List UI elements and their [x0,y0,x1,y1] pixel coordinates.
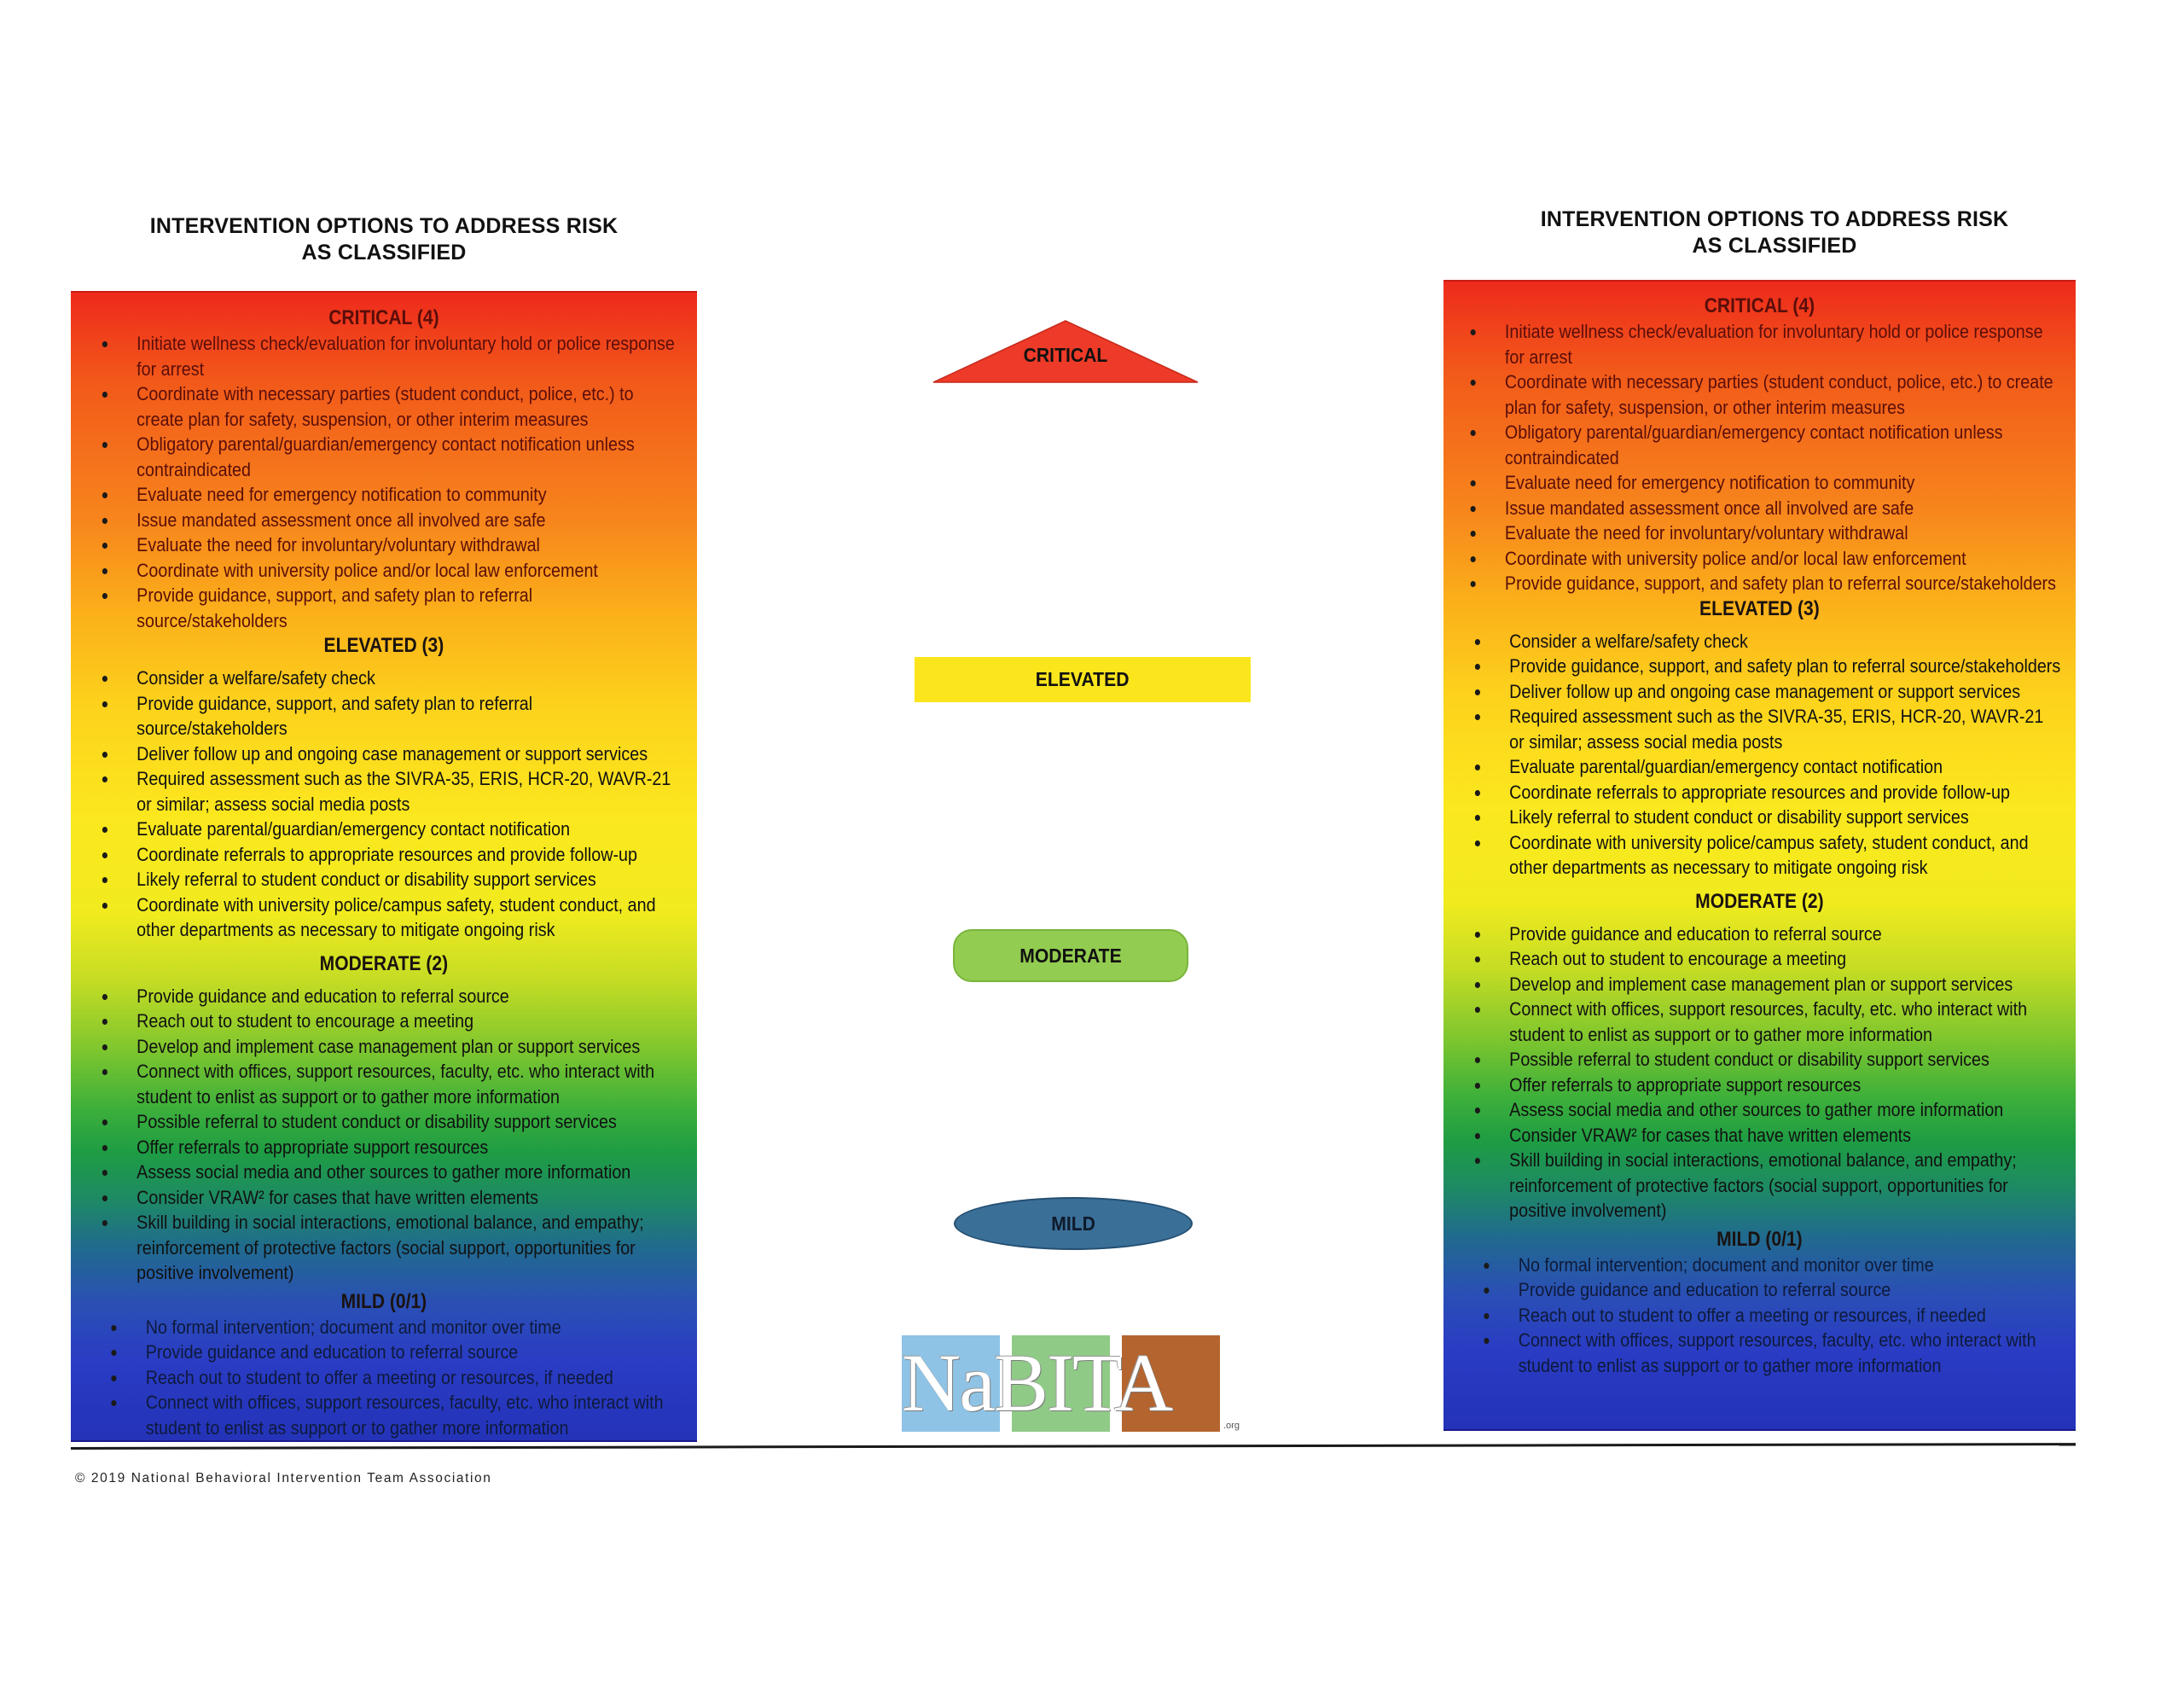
title-line-1: INTERVENTION OPTIONS TO ADDRESS RISK [1540,207,2009,231]
mild-heading: MILD (0/1) [340,1289,427,1313]
left-title [128,213,640,266]
panel-content [1443,282,2076,1378]
list-item: Provide guidance, support, and safety plan to referral source/stakeholders [1443,571,2076,596]
list-item: Initiate wellness check/evaluation for involuntary hold or police response for arrest [1443,319,2076,369]
list-item: Coordinate referrals to appropriate resources and provide follow-up [1443,780,2076,805]
horizontal-rule [71,1443,2076,1450]
title-line-2: AS CLASSIFIED [1692,234,1857,258]
logo-wordmark: NaBITA [902,1337,1172,1428]
list-item: Coordinate with necessary parties (student conduct, police, etc.) to create plan for safety, suspension, or other interim measures [71,381,697,432]
left-intervention-panel [71,291,697,1442]
list-item: Evaluate need for emergency notification to community [1443,470,2076,496]
list-item: Assess social media and other sources to gather more information [71,1160,697,1185]
list-item: Develop and implement case management plan or support services [1443,972,2076,997]
title-line-1: INTERVENTION OPTIONS TO ADDRESS RISK [149,214,619,238]
critical-list [1443,319,2076,596]
list-item: Reach out to student to encourage a meeting [71,1009,697,1034]
list-item: Provide guidance, support, and safety plan to referral source/stakeholders [71,583,697,633]
moderate-list [71,984,697,1286]
list-item: Connect with offices, support resources, faculty, etc. who interact with student to enlist as support or to gather more information [80,1390,697,1440]
mild-list [1443,1253,2076,1379]
list-item: Connect with offices, support resources, faculty, etc. who interact with student to enlist as support or to gather more information [71,1059,697,1109]
list-item: Develop and implement case management plan or support services [71,1034,697,1060]
list-item: Provide guidance and education to referral source [80,1340,697,1365]
list-item: Initiate wellness check/evaluation for involuntary hold or police response for arrest [71,331,697,381]
elevated-list [71,666,697,943]
list-item: Issue mandated assessment once all involved are safe [1443,496,2076,521]
list-item: Provide guidance and education to referral source [1453,1277,2076,1303]
mild-heading: MILD (0/1) [1716,1227,1803,1251]
critical-list [71,331,697,633]
elevated-bar [915,657,1251,702]
mild-legend-label: MILD [1051,1212,1095,1235]
list-item: No formal intervention; document and monitor over time [1453,1253,2076,1278]
list-item: Connect with offices, support resources, faculty, etc. who interact with student to enlist as support or to gather more information [1443,997,2076,1047]
list-item: Required assessment such as the SIVRA-35, ERIS, HCR-20, WAVR-21 or similar; assess social media posts [1443,704,2076,754]
logo-org-suffix: .org [1223,1421,1240,1431]
list-item: Coordinate with university police and/or local law enforcement [1443,546,2076,572]
list-item: Evaluate the need for involuntary/voluntary withdrawal [1443,520,2076,546]
right-title [1519,206,2030,259]
critical-triangle [932,320,1199,383]
list-item: Assess social media and other sources to gather more information [1443,1097,2076,1123]
list-item: Likely referral to student conduct or disability support services [1443,805,2076,830]
list-item: Coordinate with necessary parties (student conduct, police, etc.) to create plan for safety, suspension, or other interim measures [1443,369,2076,420]
mild-list [71,1315,697,1441]
elevated-list [1443,629,2076,881]
list-item: Offer referrals to appropriate support resources [71,1135,697,1160]
list-item: Reach out to student to offer a meeting or resources, if needed [80,1365,697,1391]
list-item: Reach out to student to offer a meeting or resources, if needed [1453,1303,2076,1328]
moderate-heading: MODERATE (2) [319,951,449,975]
list-item: Required assessment such as the SIVRA-35, ERIS, HCR-20, WAVR-21 or similar; assess social media posts [71,766,697,817]
list-item: Obligatory parental/guardian/emergency contact notification unless contraindicated [71,432,697,482]
list-item: Possible referral to student conduct or disability support services [71,1109,697,1135]
moderate-pill [953,929,1188,982]
copyright-footer: © 2019 National Behavioral Intervention Team Association [75,1471,492,1485]
list-item: Skill building in social interactions, emotional balance, and empathy; reinforcement of protective factors (social support, opportunities for positive involvement) [71,1210,697,1286]
list-item: Deliver follow up and ongoing case management or support services [71,741,697,767]
list-item: Consider VRAW² for cases that have written elements [71,1185,697,1211]
elevated-legend-label: ELEVATED [1036,668,1130,690]
list-item: Offer referrals to appropriate support resources [1443,1073,2076,1098]
list-item: Consider a welfare/safety check [1443,629,2076,654]
list-item: Provide guidance and education to referral source [1443,921,2076,947]
list-item: Consider a welfare/safety check [71,666,697,691]
title-line-2: AS CLASSIFIED [301,241,467,265]
list-item: Skill building in social interactions, emotional balance, and empathy; reinforcement of protective factors (social support, opportunities for positive involvement) [1443,1148,2076,1224]
list-item: Deliver follow up and ongoing case management or support services [1443,679,2076,705]
panel-content [71,293,697,1440]
list-item: Provide guidance, support, and safety plan to referral source/stakeholders [71,691,697,741]
list-item: Coordinate with university police/campus safety, student conduct, and other departments as necessary to mitigate ongoing risk [1443,830,2076,881]
list-item: Issue mandated assessment once all involved are safe [71,508,697,533]
list-item: Coordinate with university police and/or local law enforcement [71,558,697,584]
list-item: Reach out to student to encourage a meeting [1443,946,2076,972]
elevated-heading: ELEVATED (3) [1699,596,1820,620]
list-item: Connect with offices, support resources, faculty, etc. who interact with student to enlist as support or to gather more information [1453,1328,2076,1378]
critical-heading: CRITICAL (4) [328,306,439,329]
elevated-heading: ELEVATED (3) [323,634,444,657]
critical-legend-label: CRITICAL [1023,344,1108,366]
mild-ellipse [954,1197,1193,1250]
moderate-heading: MODERATE (2) [1695,889,1824,913]
nabita-logo [902,1335,1260,1433]
list-item: Possible referral to student conduct or disability support services [1443,1047,2076,1073]
list-item: Evaluate need for emergency notification to community [71,482,697,508]
moderate-list [1443,921,2076,1224]
critical-heading: CRITICAL (4) [1704,294,1815,317]
list-item: Evaluate parental/guardian/emergency contact notification [71,817,697,842]
list-item: No formal intervention; document and monitor over time [80,1315,697,1340]
list-item: Coordinate with university police/campus safety, student conduct, and other departments as necessary to mitigate ongoing risk [71,892,697,943]
list-item: Provide guidance, support, and safety plan to referral source/stakeholders [1443,654,2076,679]
right-intervention-panel [1443,280,2076,1431]
list-item: Obligatory parental/guardian/emergency contact notification unless contraindicated [1443,420,2076,470]
list-item: Coordinate referrals to appropriate resources and provide follow-up [71,842,697,868]
list-item: Evaluate parental/guardian/emergency contact notification [1443,754,2076,780]
list-item: Likely referral to student conduct or disability support services [71,867,697,892]
list-item: Evaluate the need for involuntary/voluntary withdrawal [71,532,697,558]
list-item: Consider VRAW² for cases that have written elements [1443,1123,2076,1148]
list-item: Provide guidance and education to referral source [71,984,697,1009]
moderate-legend-label: MODERATE [1019,944,1122,967]
